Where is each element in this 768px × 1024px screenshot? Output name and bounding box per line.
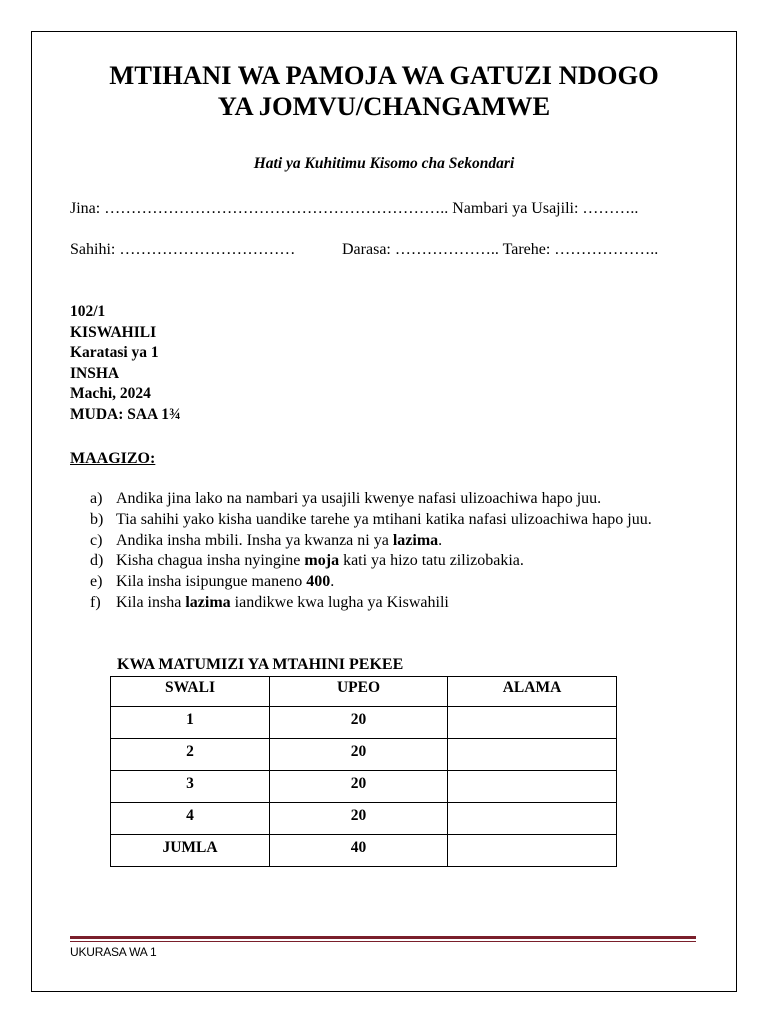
title-line-1: MTIHANI WA PAMOJA WA GATUZI NDOGO bbox=[109, 60, 659, 90]
instruction-text: Andika insha mbili. Insha ya kwanza ni ya bbox=[116, 531, 393, 549]
marks-table-header-row bbox=[111, 677, 617, 707]
instruction-emphasis: lazima bbox=[185, 593, 231, 611]
instruction-emphasis: moja bbox=[304, 552, 340, 570]
question-cell: 1 bbox=[111, 707, 270, 739]
footer-rule-thick bbox=[70, 936, 696, 939]
instruction-label: b) bbox=[90, 510, 104, 528]
instruction-item bbox=[90, 531, 690, 552]
score-cell[interactable] bbox=[448, 707, 617, 739]
score-cell[interactable] bbox=[448, 771, 617, 803]
total-score-cell[interactable] bbox=[448, 835, 617, 867]
instruction-label: e) bbox=[90, 573, 103, 591]
instruction-emphasis: 400 bbox=[306, 573, 331, 591]
score-cell[interactable] bbox=[448, 739, 617, 771]
table-row bbox=[111, 739, 617, 771]
instruction-text: Kisha chagua insha nyingine bbox=[116, 552, 305, 570]
instructions-heading: MAAGIZO: bbox=[70, 450, 156, 467]
instruction-item bbox=[90, 510, 690, 531]
paper-date: Machi, 2024 bbox=[70, 385, 151, 402]
table-row bbox=[111, 707, 617, 739]
instruction-text: Tia sahihi yako kisha uandike tarehe ya mtihani katika nafasi ulizoachiwa hapo juu. bbox=[116, 510, 652, 528]
header-cell: ALAMA bbox=[448, 677, 617, 707]
footer-rule-thin bbox=[70, 941, 696, 942]
instruction-label: f) bbox=[90, 593, 101, 611]
paper-details bbox=[70, 302, 181, 425]
max-marks-cell: 20 bbox=[270, 771, 448, 803]
instruction-item bbox=[90, 593, 690, 614]
instruction-label: d) bbox=[90, 552, 104, 570]
instruction-item bbox=[90, 551, 690, 572]
signature-field[interactable]: Sahihi: …………………………… bbox=[70, 241, 296, 258]
max-marks-cell: 20 bbox=[270, 739, 448, 771]
title-line-2: YA JOMVU/CHANGAMWE bbox=[217, 91, 551, 121]
question-cell: 3 bbox=[111, 771, 270, 803]
table-row-total bbox=[111, 835, 617, 867]
paper-code: 102/1 bbox=[70, 303, 106, 320]
instruction-text: Andika jina lako na nambari ya usajili kwenye nafasi ulizoachiwa hapo juu. bbox=[116, 490, 602, 507]
instruction-text: kati ya hizo tatu zilizobakia. bbox=[339, 552, 524, 570]
table-row bbox=[111, 771, 617, 803]
header-cell: UPEO bbox=[270, 677, 448, 707]
instruction-text: . bbox=[330, 573, 335, 591]
instructions-list bbox=[90, 489, 690, 614]
instruction-text: Kila insha bbox=[116, 593, 186, 611]
paper-time: MUDA: SAA 1¾ bbox=[70, 405, 181, 423]
instruction-text: . bbox=[438, 531, 443, 549]
total-label-cell: JUMLA bbox=[111, 835, 270, 867]
instruction-item bbox=[90, 572, 690, 593]
class-date-field[interactable]: Darasa: ……………….. Tarehe: ……………….. bbox=[342, 241, 659, 258]
instruction-emphasis: lazima bbox=[392, 531, 439, 549]
instruction-label: a) bbox=[90, 490, 103, 507]
question-cell: 4 bbox=[111, 803, 270, 835]
paper-number: Karatasi ya 1 bbox=[70, 344, 159, 361]
max-marks-cell: 20 bbox=[270, 803, 448, 835]
paper-type: INSHA bbox=[70, 364, 120, 382]
question-cell: 2 bbox=[111, 739, 270, 771]
max-marks-cell: 20 bbox=[270, 707, 448, 739]
marks-table bbox=[110, 676, 617, 867]
exam-title bbox=[31, 60, 737, 122]
name-registration-field[interactable]: Jina: ……………………………………………………….. Nambari ya Usajili: ……….. bbox=[70, 200, 639, 217]
instruction-text: Kila insha isipungue maneno bbox=[116, 573, 307, 591]
instruction-text: iandikwe kwa lugha ya Kiswahili bbox=[230, 593, 449, 611]
paper-subject: KISWAHILI bbox=[70, 323, 157, 341]
score-cell[interactable] bbox=[448, 803, 617, 835]
header-cell: SWALI bbox=[111, 677, 270, 707]
instruction-label: c) bbox=[90, 531, 103, 549]
table-row bbox=[111, 803, 617, 835]
exam-subtitle: Hati ya Kuhitimu Kisomo cha Sekondari bbox=[253, 155, 515, 172]
total-max-cell: 40 bbox=[270, 835, 448, 867]
instruction-item bbox=[90, 489, 690, 510]
marks-table-title: KWA MATUMIZI YA MTAHINI PEKEE bbox=[117, 656, 404, 673]
page-number-label: UKURASA WA 1 bbox=[70, 945, 157, 959]
